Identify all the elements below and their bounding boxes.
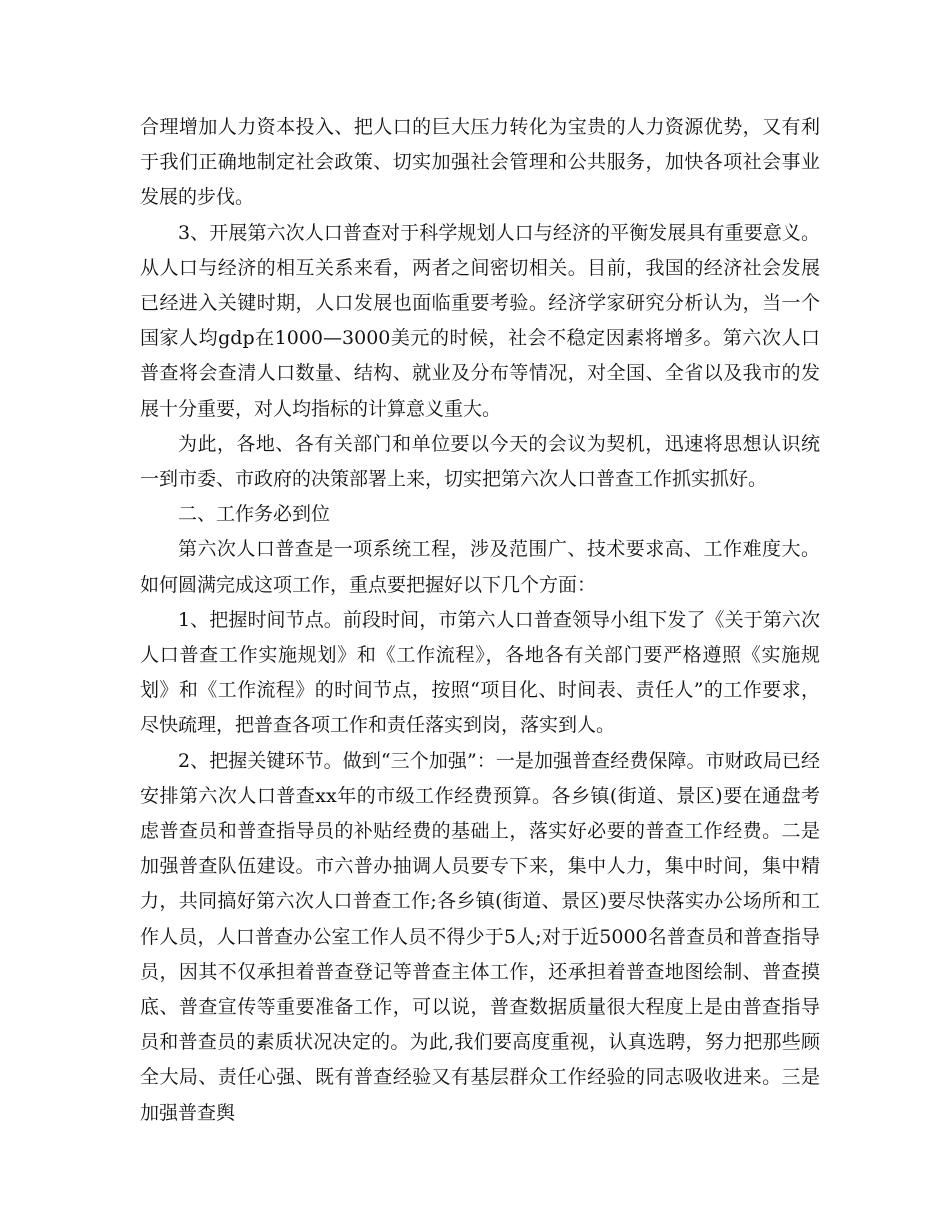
paragraph-6: 2、把握关键环节。做到“三个加强”：一是加强普查经费保障。市财政局已经安排第六次人口普查xx年的市级工作经费预算。各乡镇(街道、景区)要在通盘考虑普查员和普查指导员的补贴经费的基础上，落实好必要的普查工作经费。二是加强普查队伍建设。市六普办抽调人员要专下来，集中人力，集中时间，集中精力，共同搞好第六次人口普查工作;各乡镇(街道、景区)要尽快落实办公场所和工作人员，人口普查办公室工作人员不得少于5人;对于近5000名普查员和普查指导员，因其不仅承担着普查登记等普查主体工作，还承担着普查地图绘制、普查摸底、普查宣传等重要准备工作，可以说，普查数据质量很大程度上是由普查指导员和普查员的素质状况决定的。为此,我们要高度重视，认真选聘，努力把那些顾全大局、责任心强、既有普查经验又有基层群众工作经验的同志吸收进来。三是加强普查舆 (140, 749, 820, 1124)
document-body (140, 110, 820, 1131)
paragraph-1: 合理增加人力资本投入、把人口的巨大压力转化为宝贵的人力资源优势，又有利于我们正确地制定社会政策、切实加强社会管理和公共服务，加快各项社会事业发展的步伐。 (140, 116, 820, 209)
paragraph-4: 第六次人口普查是一项系统工程，涉及范围广、技术要求高、工作难度大。如何圆满完成这项工作，重点要把握好以下几个方面： (140, 538, 820, 596)
paragraph-2: 3、开展第六次人口普查对于科学规划人口与经济的平衡发展具有重要意义。从人口与经济的相互关系来看，两者之间密切相关。目前，我国的经济社会发展已经进入关键时期，人口发展也面临重要考验。经济学家研究分析认为，当一个国家人均gdp在1000—3000美元的时候，社会不稳定因素将增多。第六次人口普查将会查清人口数量、结构、就业及分布等情况，对全国、全省以及我市的发展十分重要，对人均指标的计算意义重大。 (140, 221, 820, 420)
section-heading: 二、工作务必到位 (178, 503, 331, 526)
paragraph-3: 为此，各地、各有关部门和单位要以今天的会议为契机，迅速将思想认识统一到市委、市政府的决策部署上来，切实把第六次人口普查工作抓实抓好。 (140, 432, 820, 491)
paragraph-5: 1、把握时间节点。前段时间，市第六人口普查领导小组下发了《关于第六次人口普查工作实施规划》和《工作流程》，各地各有关部门要严格遵照《实施规划》和《工作流程》的时间节点，按照“项目化、时间表、责任人”的工作要求，尽快疏理，把普查各项工作和责任落实到岗，落实到人。 (140, 608, 820, 737)
